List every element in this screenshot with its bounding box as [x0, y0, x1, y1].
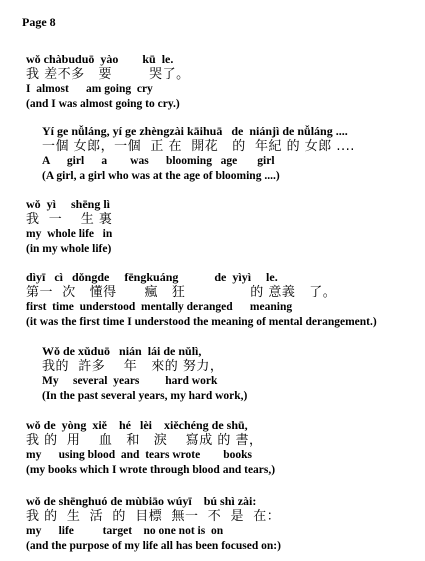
pinyin-line: wǒ de shēnghuó de mùbiāo wúyī bú shì zài: [26, 494, 257, 508]
gloss-line: my using blood and tears wrote books [26, 449, 252, 461]
gloss-line: A girl a was blooming age girl [42, 155, 275, 167]
translation-line: (and I was almost going to cry.) [26, 98, 180, 110]
translation-line: (A girl, a girl who was at the age of blooming ....) [42, 170, 280, 182]
pinyin-line: wǒ de yòng xiě hé lèi xiěchéng de shū, [26, 418, 248, 432]
chinese-line: 我 一 生 裏 [26, 212, 113, 227]
chinese-line: 我 的 生 活 的 目標 無一 不 是 在： [26, 509, 281, 524]
entry-4 [26, 270, 377, 330]
entry-7 [26, 494, 281, 554]
chinese-line: 我 的 用 血 和 淚 寫成 的 書， [26, 433, 263, 448]
gloss-line: my whole life in [26, 228, 113, 240]
page-label: Page 8 [22, 15, 56, 29]
entry-1 [26, 52, 190, 112]
chinese-line: 一個 女郎，一個 正 在 開花 的 年紀 的 女郎 .... [42, 139, 355, 154]
gloss-line: my life target no one not is on [26, 525, 224, 537]
translation-line: (In the past several years, my hard work,) [42, 390, 248, 402]
pinyin-line: Wǒ de xǔduō nián lái de nǔlì, [42, 344, 202, 358]
entry-6 [26, 418, 275, 478]
translation-line: (it was the first time I understood the meaning of mental derangement.) [26, 316, 377, 328]
pinyin-line: dìyī cì dǒngde fēngkuáng de yìyì le. [26, 270, 278, 284]
translation-line: (and the purpose of my life all has been focused on:) [26, 540, 281, 552]
chinese-line: 我 差不多 要 哭了。 [26, 67, 190, 82]
entry-3 [26, 197, 112, 257]
gloss-line: I almost am going cry [26, 83, 153, 95]
pinyin-line: wǒ yì shēng lì [26, 197, 111, 211]
translation-line: (in my whole life) [26, 243, 112, 255]
pinyin-line: wǒ chàbuduō yào kū le. [26, 52, 174, 66]
entry-2 [42, 124, 355, 184]
chinese-line: 第一 次 懂得 瘋 狂 的 意義 了。 [26, 285, 337, 300]
pinyin-line: Yí ge nǚláng, yí ge zhèngzài kāihuā de niánjì de nǚláng .... [42, 124, 348, 138]
translation-line: (my books which I wrote through blood and tears,) [26, 464, 276, 476]
chinese-line: 我的 許多 年 來的 努力， [42, 359, 224, 374]
entry-5 [42, 344, 247, 404]
gloss-line: first time understood mentally deranged meaning [26, 301, 293, 313]
gloss-line: My several years hard work [42, 375, 218, 387]
